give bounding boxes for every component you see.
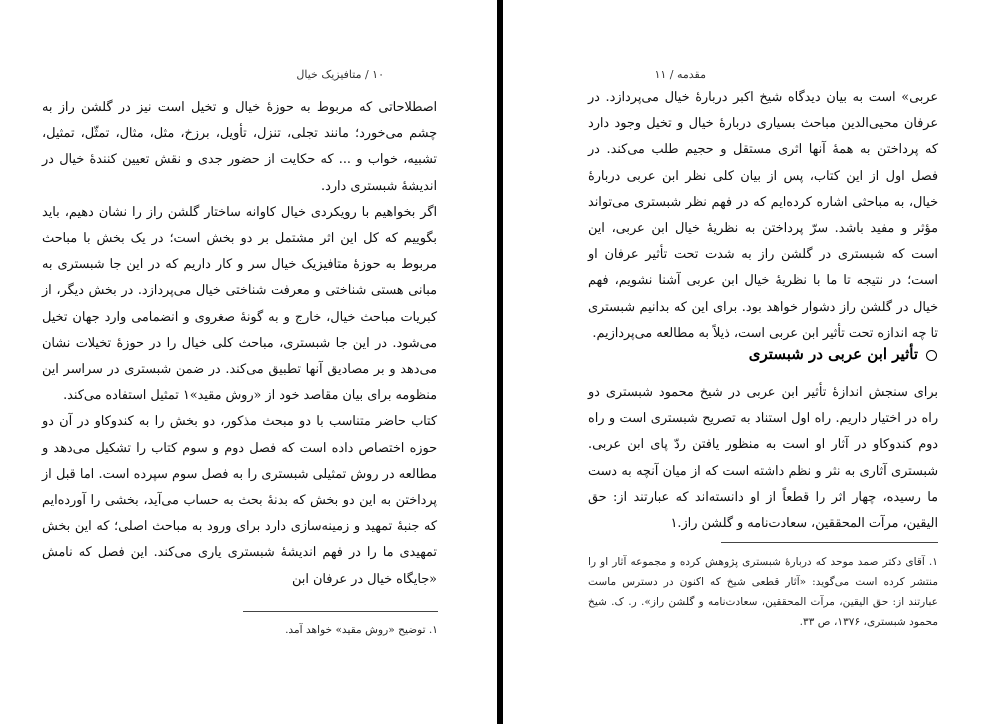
left-page bbox=[0, 0, 497, 724]
circle-bullet-icon bbox=[926, 350, 937, 361]
section-heading-text: تأثیر ابن عربی در شبستری bbox=[748, 345, 918, 363]
paragraph: عربی» است به بیان دیدگاه شیخ اکبر دربارهٔ خیال می‌پردازد. در عرفان محیی‌الدین مباحث بسیاری دربارهٔ خیال و تخیل وجود دارد که پرداختن به همهٔ آنها اثری مستقل و حجیم طلب می‌کند. در فصل اول از این کتاب، پس از بیان کلی نظر ابن عربی دربارهٔ خیال، به مباحثی اشاره کرده‌ایم که در فهم نظر شبستری می‌تواند مؤثر و مفید باشد. سرّ پرداختن به نظریهٔ خیال ابن عربی، این است که شبستری در گلشن راز به شدت تحت تأثیر عرفان او است؛ در نتیجه تا ما با نظریهٔ خیال ابن عربی آشنا نشویم، فهم خیال در گلشن راز دشوار خواهد بود. برای این که بدانیم شبستری تا چه اندازه تحت تأثیر ابن عربی است، ذیلاً به مطالعه می‌پردازیم. bbox=[588, 90, 938, 341]
right-page bbox=[503, 0, 1004, 724]
footnote-divider bbox=[243, 611, 438, 612]
paragraph: کتاب حاضر متناسب با دو مبحث مذکور، دو بخش را به کندوکاو در آن دو حوزه اختصاص داده است که فصل دوم و سوم کتاب را تشکیل می‌دهد و مطالعه در روش تمثیلی شبستری را به فصل سوم سپرده است. اما قبل از پرداختن به این دو بخش که بدنهٔ بحث به حساب می‌آید، بخشی را آورده‌ایم که جنبهٔ تمهید و زمینه‌سازی دارد برای ورود به مباحث اصلی؛ که این بخش تمهیدی ما را در فهم اندیشهٔ شبستری یاری می‌کند. این فصل که نامش «جایگاه خیال در عرفان ابن bbox=[42, 414, 437, 587]
body-text bbox=[42, 95, 437, 593]
body-text bbox=[588, 85, 938, 347]
page-header: مقدمه / ۱۱ bbox=[654, 68, 706, 81]
body-text bbox=[588, 380, 938, 537]
page-header: ۱۰ / متافیزیک خیال bbox=[296, 68, 384, 81]
section-heading bbox=[577, 345, 937, 363]
paragraph: اگر بخواهیم با رویکردی خیال کاوانه ساختار گلشن راز را نشان دهیم، باید بگوییم که کل این اثر مشتمل بر دو بخش است؛ در یک بخش با مباحث مربوط به حوزهٔ متافیزیک خیال سر و کار داریم که در این جا شبستری به مبانی هستی شناختی و معرفت شناختی خیال می‌پردازد. در بخش دیگر، از کبریات مباحث خیال، خارج و به گونهٔ صغروی و انضمامی وارد جهان تخیل می‌شود. در این جا شبستری، مباحث کلی خیال را در حوزهٔ تخیلات نشان می‌دهد و بر مصادیق آنها تطبیق می‌کند. در ضمن شبستری در سراسر این منظومه برای بیان مقاصد خود از «روش مقید»۱ تمثیل استفاده می‌کند. bbox=[42, 204, 437, 404]
footnote-divider bbox=[721, 542, 938, 543]
paragraph: اصطلاحاتی که مربوط به حوزهٔ خیال و تخیل است نیز در گلشن راز به چشم می‌خورد؛ مانند تجلی، تنزل، تأویل، برزخ، مثل، مثال، تمثّل، تمثیل، تشبیه، خواب و ... که حکایت از حضور جدی و نقش تعیین کنندهٔ خیال در اندیشهٔ شبستری دارد. bbox=[42, 100, 437, 194]
paragraph: برای سنجش اندازهٔ تأثیر ابن عربی در شیخ محمود شبستری دو راه در اختیار داریم. راه اول استناد به تصریح شبستری است و راه دوم کندوکاو در آثار او است به منظور یافتن ردّ پای ابن عربی. شبستری آثاری به نثر و نظم داشته است که از میان آنچه به دست ما رسیده، چهار اثر را قطعاً از او دانسته‌اند که عبارتند از: حق الیقین، مرآت المحققین، سعادت‌نامه و گلشن راز.۱ bbox=[588, 385, 938, 532]
footnote: ۱. توضیح «روش مقید» خواهد آمد. bbox=[285, 624, 438, 636]
footnote: ۱. آقای دکتر صمد موحد که دربارهٔ شبستری پژوهش کرده و مجموعه آثار او را منتشر کرده است می‌گوید: «آثار قطعی شیخ که اکنون در دسترس ماست عبارتند از: حق الیقین، مرآت المحققین، سعادت‌نامه و گلشن راز». ر. ک. شیخ محمود شبستری، ۱۳۷۶، ص ۳۳. bbox=[588, 556, 938, 628]
